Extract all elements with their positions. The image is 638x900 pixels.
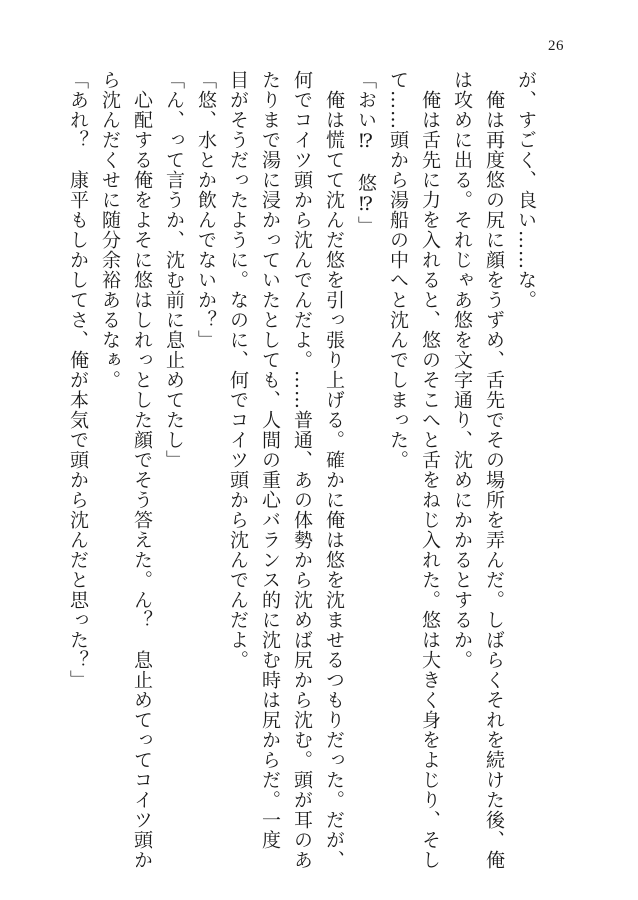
- text-line: 「ん、って言うか、沈む前に息止めてたし」: [163, 70, 185, 470]
- page-number: 26: [548, 38, 564, 54]
- text-line: 心配する俺をよそに悠はしれっとした顔でそう答えた。ん？ 息止めてってコイツ頭か: [131, 70, 153, 870]
- novel-text-body: [62, 70, 542, 870]
- text-line: 俺は舌先に力を入れると、悠のそこへと舌をねじ入れた。悠は大きく身をよじり、そし: [419, 70, 441, 870]
- text-line: 俺は慌てて沈んだ悠を引っ張り上げる。確かに俺は悠を沈ませるつもりだった。だが、: [323, 70, 345, 870]
- text-line: たりまで湯に浸かっていたとしても、人間の重心バランス的に沈む時は尻からだ。一度: [259, 70, 281, 850]
- text-line: は攻めに出る。それじゃあ悠を文字通り、沈めにかかるとするか。: [451, 70, 473, 670]
- text-line: 目がそうだったように。なのに、何でコイツ頭から沈んでんだよ。: [227, 70, 249, 670]
- text-line: 「おい⁉ 悠⁉」: [355, 70, 377, 236]
- text-line: ら沈んだくせに随分余裕あるなぁ。: [99, 70, 121, 390]
- text-line: 「悠、水とか飲んでないか？」: [195, 70, 217, 350]
- text-line: 何でコイツ頭から沈んでんだよ。……普通、あの体勢から沈めば尻から沈む。頭が耳のあ: [291, 70, 313, 870]
- text-line: 俺は再度悠の尻に顔をうずめ、舌先でその場所を弄んだ。しばらくそれを続けた後、俺: [483, 70, 505, 870]
- text-line: が、すごく、良い……な。: [515, 70, 537, 310]
- text-line: て……頭から湯船の中へと沈んでしまった。: [387, 70, 409, 470]
- text-line: 「あれ？ 康平もしかしてさ、俺が本気で頭から沈んだと思った？」: [67, 70, 89, 690]
